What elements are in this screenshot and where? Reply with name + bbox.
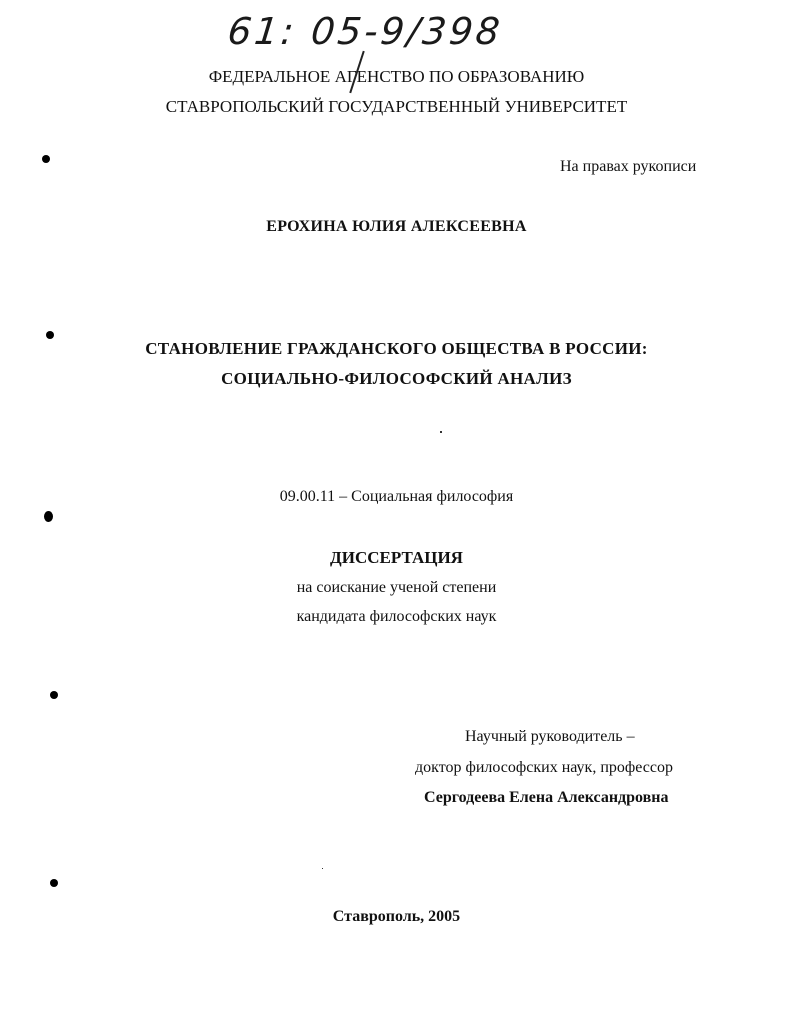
- work-type-heading: ДИССЕРТАЦИЯ: [330, 548, 463, 567]
- archive-stamp-handwritten: 61: 05-9/398: [225, 10, 505, 53]
- degree-purpose-line-1: на соискание ученой степени: [296, 579, 497, 596]
- scan-speck: [440, 431, 442, 433]
- author-name: ЕРОХИНА ЮЛИЯ АЛЕКСЕЕВНА: [266, 218, 527, 235]
- scan-hole-mark: [42, 155, 50, 163]
- supervisor-name: Сергодеева Елена Александровна: [424, 789, 669, 806]
- scan-hole-mark: [44, 511, 53, 522]
- dissertation-title-line-1: СТАНОВЛЕНИЕ ГРАЖДАНСКОГО ОБЩЕСТВА В РОССИИ:: [145, 339, 648, 358]
- place-and-year: Ставрополь, 2005: [332, 908, 461, 925]
- scan-hole-mark: [50, 691, 58, 699]
- scan-hole-mark: [46, 331, 54, 339]
- supervisor-credentials: доктор философских наук, профессор: [415, 759, 673, 776]
- manuscript-rights-note: На правах рукописи: [560, 158, 697, 175]
- dissertation-title-line-2: СОЦИАЛЬНО-ФИЛОСОФСКИЙ АНАЛИЗ: [221, 369, 572, 388]
- degree-purpose-line-2: кандидата философских наук: [296, 608, 497, 625]
- specialty-code: 09.00.11 – Социальная философия: [279, 488, 514, 505]
- scan-speck: [322, 868, 323, 869]
- scan-hole-mark: [50, 879, 58, 887]
- agency-name: ФЕДЕРАЛЬНОЕ АГЕНСТВО ПО ОБРАЗОВАНИЮ: [208, 67, 585, 86]
- supervisor-role: Научный руководитель –: [465, 728, 635, 745]
- university-name: СТАВРОПОЛЬСКИЙ ГОСУДАРСТВЕННЫЙ УНИВЕРСИТЕТ: [165, 97, 628, 116]
